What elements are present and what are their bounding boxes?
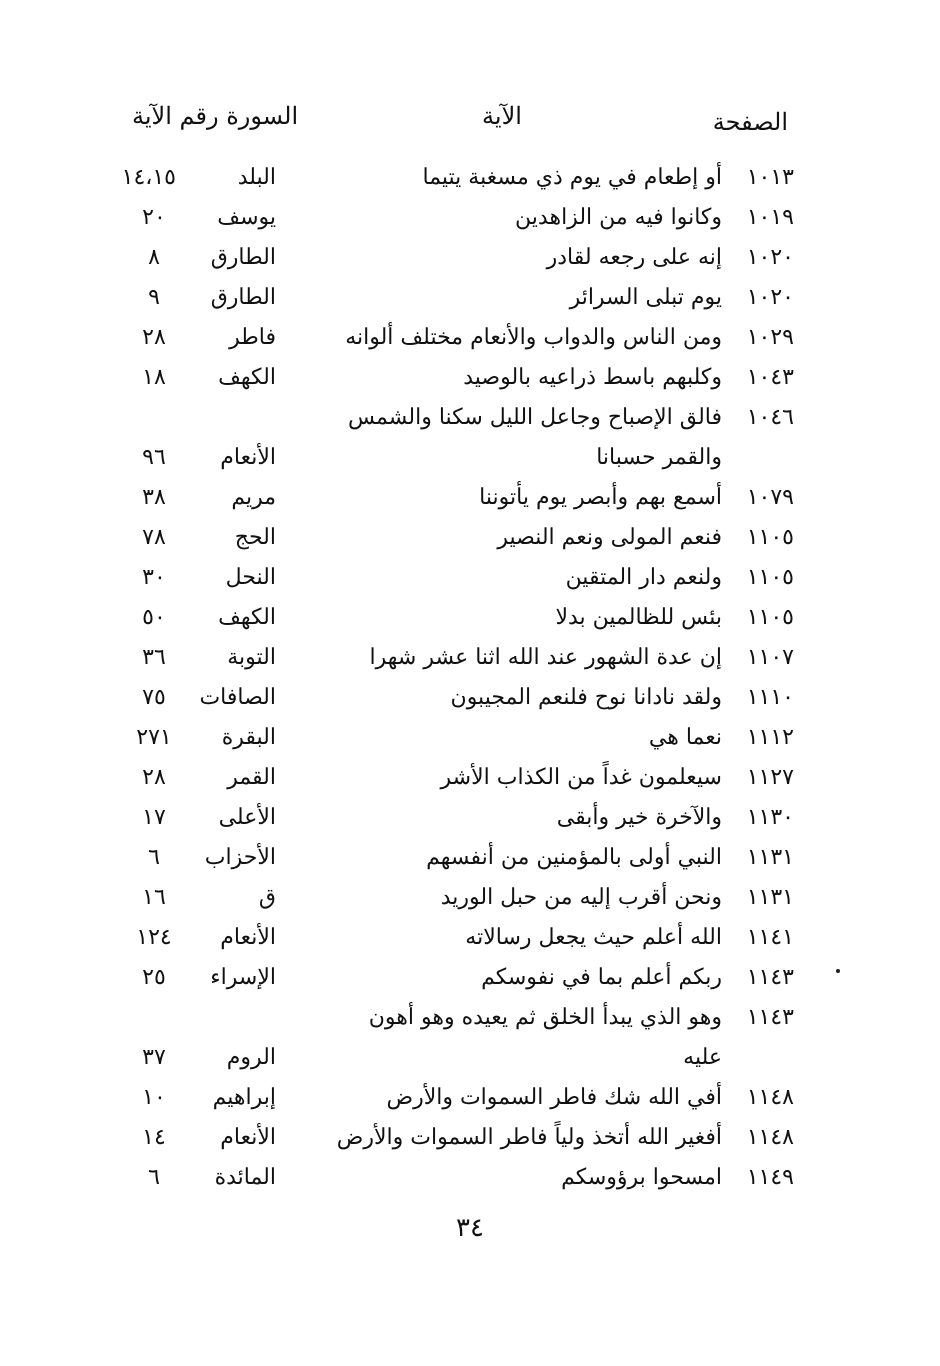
verse-number: ٣٨ <box>142 485 166 510</box>
verse-number: ١٨ <box>142 365 166 390</box>
surah-name: الأعلى <box>218 805 276 830</box>
index-row <box>0 718 940 758</box>
page-number-cell: ١٠٢٩ <box>746 325 794 350</box>
page-number-cell: ١٠٤٦ <box>746 405 794 430</box>
verse-text: فنعم المولى ونعم النصير <box>497 525 722 550</box>
page-number-cell: ١١٠٥ <box>746 565 794 590</box>
index-row <box>0 878 940 918</box>
index-row <box>0 518 940 558</box>
page-number-cell: ١٠٢٠ <box>746 245 794 270</box>
index-row <box>0 278 940 318</box>
surah-name: الأنعام <box>220 445 276 470</box>
verse-text: ربكم أعلم بما في نفوسكم <box>481 965 722 990</box>
verse-number: ٢٨ <box>142 765 166 790</box>
verse-column-header: الآية <box>482 102 522 130</box>
index-row <box>0 1158 940 1198</box>
page-number-cell: ١١٤٣ <box>746 965 794 990</box>
verse-text: بئس للظالمين بدلا <box>555 605 722 630</box>
page-number-cell: ١١٤١ <box>746 925 794 950</box>
surah-name: الكهف <box>218 605 276 630</box>
surah-name: الطارق <box>210 285 276 310</box>
surah-name: النحل <box>225 565 276 590</box>
verse-number: ١٤ <box>142 1125 166 1150</box>
page-number-cell: ١١٤٣ <box>746 1005 794 1030</box>
verse-number: ٩٦ <box>142 445 166 470</box>
verse-number: ١٤،١٥ <box>121 165 176 190</box>
surah-name: التوبة <box>227 645 276 670</box>
index-row <box>0 398 940 478</box>
page-number-cell: ١٠١٩ <box>746 205 794 230</box>
page-column-header: الصفحة <box>712 108 788 136</box>
surah-name: المائدة <box>214 1165 276 1190</box>
index-row <box>0 478 940 518</box>
surah-column-header: السورة رقم الآية <box>132 102 299 130</box>
index-row <box>0 838 940 878</box>
surah-name: مريم <box>231 485 276 510</box>
verse-number: ٩ <box>148 285 160 310</box>
verse-number: ٣٦ <box>142 645 166 670</box>
page-number-cell: ١٠٧٩ <box>746 485 794 510</box>
verse-text: ولقد نادانا نوح فلنعم المجيبون <box>450 685 722 710</box>
surah-name: القمر <box>227 765 276 790</box>
index-row <box>0 918 940 958</box>
surah-name: البقرة <box>221 725 276 750</box>
surah-name: الأحزاب <box>204 845 276 870</box>
surah-name: الروم <box>226 1045 276 1070</box>
surah-name: إبراهيم <box>212 1085 276 1110</box>
verse-text: النبي أولى بالمؤمنين من أنفسهم <box>426 845 722 870</box>
index-row <box>0 358 940 398</box>
page-speck <box>836 969 840 973</box>
surah-name: الحج <box>234 525 276 550</box>
index-row <box>0 598 940 638</box>
verse-number: ١٠ <box>142 1085 166 1110</box>
page-number-cell: ١١١٠ <box>746 685 794 710</box>
page-number-cell: ١٠١٣ <box>746 165 794 190</box>
verse-text: وكلبهم باسط ذراعيه بالوصيد <box>463 365 722 390</box>
surah-name: الكهف <box>218 365 276 390</box>
verse-text: فالق الإصباح وجاعل الليل سكنا والشمس <box>348 405 722 430</box>
page-number: ٣٤ <box>456 1213 484 1243</box>
verse-number: ٢٠ <box>142 205 166 230</box>
surah-name: الأنعام <box>220 1125 276 1150</box>
page-number-cell: ١٠٤٣ <box>746 365 794 390</box>
surah-name: الطارق <box>210 245 276 270</box>
index-row <box>0 158 940 198</box>
verse-number: ٧٨ <box>142 525 166 550</box>
index-row <box>0 318 940 358</box>
verse-text: إن عدة الشهور عند الله اثنا عشر شهرا <box>369 645 722 670</box>
verse-number: ٦ <box>148 1165 160 1190</box>
page-number-cell: ١١١٢ <box>746 725 794 750</box>
index-row <box>0 798 940 838</box>
page-number-cell: ١١٠٥ <box>746 605 794 630</box>
verse-text: وهو الذي يبدأ الخلق ثم يعيده وهو أهون <box>368 1005 722 1030</box>
verse-text-continued: والقمر حسبانا <box>596 445 722 470</box>
surah-name: ق <box>258 885 276 910</box>
index-row <box>0 1078 940 1118</box>
surah-name: الصافات <box>199 685 276 710</box>
page-number-cell: ١١٤٨ <box>746 1085 794 1110</box>
surah-name: يوسف <box>217 205 276 230</box>
verse-text: أفي الله شك فاطر السموات والأرض <box>386 1085 722 1110</box>
page-number-cell: ١٠٢٠ <box>746 285 794 310</box>
verse-number: ١٢٤ <box>136 925 172 950</box>
verse-text: سيعلمون غداً من الكذاب الأشر <box>440 765 722 790</box>
verse-text: يوم تبلى السرائر <box>569 285 722 310</box>
page-number-cell: ١١٣١ <box>746 845 794 870</box>
page-number-cell: ١١٠٥ <box>746 525 794 550</box>
verse-number: ١٦ <box>142 885 166 910</box>
index-row <box>0 678 940 718</box>
verse-number: ٨ <box>148 245 160 270</box>
verse-text: أفغير الله أتخذ ولياً فاطر السموات والأرض <box>336 1125 722 1150</box>
page-number-cell: ١١٤٨ <box>746 1125 794 1150</box>
surah-name: فاطر <box>229 325 276 350</box>
verse-number: ٢٥ <box>142 965 166 990</box>
verse-text-continued: عليه <box>683 1045 722 1070</box>
index-row <box>0 758 940 798</box>
index-row <box>0 998 940 1078</box>
index-row <box>0 238 940 278</box>
verse-number: ٣٠ <box>142 565 166 590</box>
verse-text: أسمع بهم وأبصر يوم يأتوننا <box>479 485 722 510</box>
page-number-cell: ١١٣١ <box>746 885 794 910</box>
verse-number: ١٧ <box>142 805 166 830</box>
verse-text: نعما هي <box>648 725 722 750</box>
verse-number: ٣٧ <box>142 1045 166 1070</box>
page-number-cell: ١١٤٩ <box>746 1165 794 1190</box>
verse-number: ٢٧١ <box>136 725 172 750</box>
verse-number: ٢٨ <box>142 325 166 350</box>
page-number-cell: ١١٣٠ <box>746 805 794 830</box>
index-row <box>0 638 940 678</box>
page-number-cell: ١١٢٧ <box>746 765 794 790</box>
surah-name: الأنعام <box>220 925 276 950</box>
verse-text: وكانوا فيه من الزاهدين <box>515 205 722 230</box>
index-row <box>0 958 940 998</box>
index-row <box>0 1118 940 1158</box>
verse-number: ٥٠ <box>142 605 166 630</box>
page-number-cell: ١١٠٧ <box>746 645 794 670</box>
verse-number: ٧٥ <box>142 685 166 710</box>
verse-text: ومن الناس والدواب والأنعام مختلف ألوانه <box>345 325 722 350</box>
verse-text: إنه على رجعه لقادر <box>546 245 722 270</box>
verse-text: ولنعم دار المتقين <box>565 565 722 590</box>
verse-text: ونحن أقرب إليه من حبل الوريد <box>440 885 722 910</box>
index-row <box>0 198 940 238</box>
surah-name: الإسراء <box>210 965 276 990</box>
index-row <box>0 558 940 598</box>
surah-name: البلد <box>237 165 276 190</box>
verse-text: والآخرة خير وأبقى <box>556 805 722 830</box>
verse-number: ٦ <box>148 845 160 870</box>
verse-text: أو إطعام في يوم ذي مسغبة يتيما <box>422 165 722 190</box>
verse-text: الله أعلم حيث يجعل رسالاته <box>465 925 722 950</box>
verse-text: امسحوا برؤوسكم <box>561 1165 722 1190</box>
